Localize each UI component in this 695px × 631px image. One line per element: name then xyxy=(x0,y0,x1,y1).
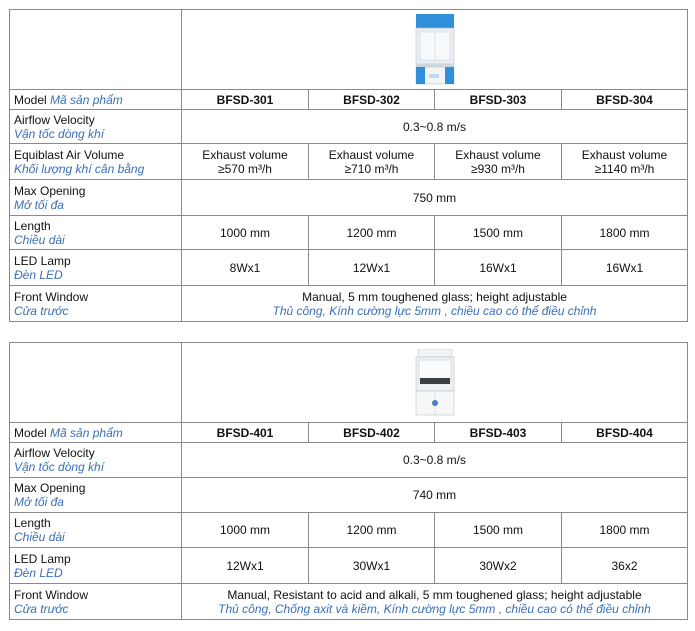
model-header: BFSD-402 xyxy=(309,423,435,443)
length-value: 1500 mm xyxy=(435,513,562,548)
led-value: 16Wx1 xyxy=(435,250,562,286)
airflow-row xyxy=(10,443,688,478)
spec-table-bfsd-300 xyxy=(9,9,688,322)
length-label: Length Chiều dài xyxy=(10,513,182,548)
led-value: 12Wx1 xyxy=(182,548,309,584)
model-header: BFSD-302 xyxy=(309,90,435,110)
length-row xyxy=(10,216,688,250)
airflow-value: 0.3~0.8 m/s xyxy=(182,110,688,144)
length-value: 1500 mm xyxy=(435,216,562,250)
air-volume-value: Exhaust volume ≥710 m³/h xyxy=(309,144,435,180)
air-volume-value: Exhaust volume ≥930 m³/h xyxy=(435,144,562,180)
front-window-value: Manual, 5 mm toughened glass; height adjustable Thủ công, Kính cường lực 5mm , chiều cao có thể điều chỉnh xyxy=(182,286,688,322)
model-label: Model Mã sản phẩm xyxy=(10,90,182,110)
led-value: 30Wx2 xyxy=(435,548,562,584)
led-value: 16Wx1 xyxy=(562,250,688,286)
model-label: Model Mã sản phẩm xyxy=(10,423,182,443)
max-opening-value: 750 mm xyxy=(182,180,688,216)
length-value: 1000 mm xyxy=(182,513,309,548)
front-window-label: Front Window Cửa trước xyxy=(10,286,182,322)
product-image-cell xyxy=(182,343,688,423)
image-row xyxy=(10,343,688,423)
led-row xyxy=(10,548,688,584)
airflow-label: Airflow Velocity Vận tốc dòng khí xyxy=(10,110,182,144)
fume-hood-blue-image xyxy=(415,14,455,86)
led-value: 8Wx1 xyxy=(182,250,309,286)
spec-table-bfsd-400 xyxy=(9,342,688,620)
led-label: LED Lamp Đèn LED xyxy=(10,250,182,286)
length-value: 1800 mm xyxy=(562,513,688,548)
image-row xyxy=(10,10,688,90)
air-volume-value: Exhaust volume ≥570 m³/h xyxy=(182,144,309,180)
airflow-value: 0.3~0.8 m/s xyxy=(182,443,688,478)
length-row xyxy=(10,513,688,548)
length-label: Length Chiều dài xyxy=(10,216,182,250)
led-value: 30Wx1 xyxy=(309,548,435,584)
led-label: LED Lamp Đèn LED xyxy=(10,548,182,584)
model-header: BFSD-401 xyxy=(182,423,309,443)
empty-corner-cell xyxy=(10,343,182,423)
air-volume-value: Exhaust volume ≥1140 m³/h xyxy=(562,144,688,180)
length-value: 1800 mm xyxy=(562,216,688,250)
led-row xyxy=(10,250,688,286)
led-value: 12Wx1 xyxy=(309,250,435,286)
max-opening-value: 740 mm xyxy=(182,478,688,513)
length-value: 1000 mm xyxy=(182,216,309,250)
front-window-row xyxy=(10,286,688,322)
fume-hood-white-image xyxy=(415,349,455,417)
model-row xyxy=(10,90,688,110)
product-image-cell xyxy=(182,10,688,90)
max-opening-row xyxy=(10,478,688,513)
airflow-row xyxy=(10,110,688,144)
air-volume-label: Equiblast Air Volume Khối lượng khí cân bằng xyxy=(10,144,182,180)
max-opening-label: Max Opening Mở tối đa xyxy=(10,180,182,216)
empty-corner-cell xyxy=(10,10,182,90)
front-window-value: Manual, Resistant to acid and alkali, 5 mm toughened glass; height adjustable Thủ công, Chống axit và kiềm, Kính cường lực 5mm , chiều cao có thể điều chỉnh xyxy=(182,584,688,620)
model-header: BFSD-304 xyxy=(562,90,688,110)
length-value: 1200 mm xyxy=(309,513,435,548)
model-header: BFSD-403 xyxy=(435,423,562,443)
led-value: 36x2 xyxy=(562,548,688,584)
max-opening-label: Max Opening Mở tối đa xyxy=(10,478,182,513)
model-row xyxy=(10,423,688,443)
front-window-row xyxy=(10,584,688,620)
model-header: BFSD-404 xyxy=(562,423,688,443)
max-opening-row xyxy=(10,180,688,216)
front-window-label: Front Window Cửa trước xyxy=(10,584,182,620)
airflow-label: Airflow Velocity Vận tốc dòng khí xyxy=(10,443,182,478)
model-header: BFSD-303 xyxy=(435,90,562,110)
air-volume-row xyxy=(10,144,688,180)
model-header: BFSD-301 xyxy=(182,90,309,110)
length-value: 1200 mm xyxy=(309,216,435,250)
